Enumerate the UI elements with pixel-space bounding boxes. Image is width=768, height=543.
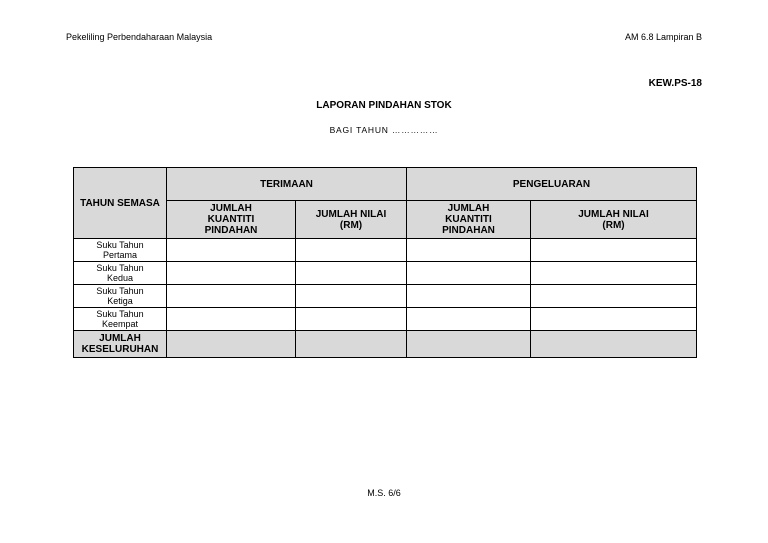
cell-q3-issue-value[interactable] (531, 285, 697, 308)
cell-q2-receive-value[interactable] (296, 262, 407, 285)
cell-q3-receive-qty[interactable] (167, 285, 296, 308)
table-row (74, 285, 697, 308)
subcol-receive-value-line1: JUMLAH NILAI (315, 208, 387, 220)
document-subtitle: BAGI TAHUN …………… (329, 125, 439, 135)
cell-total-issue-qty[interactable] (407, 331, 531, 358)
cell-q3-issue-qty[interactable] (407, 285, 531, 308)
row-label-q4-line1: Suku Tahun (96, 309, 144, 319)
row-label-total-line2: KESELURUHAN (81, 344, 159, 355)
row-label-q1-line2: Pertama (102, 250, 137, 260)
subcol-receive-qty-line1: JUMLAH (210, 203, 252, 214)
document-title: LAPORAN PINDAHAN STOK (316, 100, 452, 111)
subcol-issue-value-line2: (RM) (602, 219, 625, 231)
form-code: KEW.PS-18 (648, 78, 702, 89)
row-label-q1-line1: Suku Tahun (96, 240, 144, 250)
subcol-issue-qty-line3: PINDAHAN (442, 225, 495, 236)
row-label-total-line1: JUMLAH (99, 333, 141, 344)
row-label-q3-line1: Suku Tahun (96, 286, 144, 296)
cell-q1-receive-qty[interactable] (167, 239, 296, 262)
header-right-text: AM 6.8 Lampiran B (624, 32, 702, 42)
group-header-issue: PENGELUARAN (407, 168, 697, 201)
subcol-receive-value (296, 201, 407, 239)
page-number: M.S. 6/6 (367, 488, 401, 498)
cell-q3-receive-value[interactable] (296, 285, 407, 308)
col-header-year: TAHUN SEMASA (74, 168, 167, 239)
table-header-row-subcols (74, 201, 697, 239)
cell-q2-issue-qty[interactable] (407, 262, 531, 285)
cell-q1-receive-value[interactable] (296, 239, 407, 262)
cell-q4-issue-value[interactable] (531, 308, 697, 331)
row-label-q4-line2: Keempat (101, 319, 139, 329)
cell-total-issue-value[interactable] (531, 331, 697, 358)
cell-q2-issue-value[interactable] (531, 262, 697, 285)
subcol-issue-qty-line2: KUANTITI (445, 214, 492, 225)
subcol-issue-qty-line1: JUMLAH (447, 203, 490, 214)
cell-q4-receive-value[interactable] (296, 308, 407, 331)
subcol-receive-qty (167, 201, 296, 239)
row-label-q2 (74, 262, 167, 285)
row-label-q4 (74, 308, 167, 331)
row-label-q3-line2: Ketiga (107, 296, 133, 306)
cell-q2-receive-qty[interactable] (167, 262, 296, 285)
table-row (74, 308, 697, 331)
cell-q4-receive-qty[interactable] (167, 308, 296, 331)
subcol-issue-value (531, 201, 697, 239)
header-left-text: Pekeliling Perbendaharaan Malaysia (66, 32, 213, 42)
subcol-issue-value-line1: JUMLAH NILAI (578, 208, 649, 220)
row-label-total (74, 331, 167, 358)
table-header-row-groups (74, 168, 697, 201)
stock-transfer-table (73, 167, 697, 358)
subcol-issue-qty (407, 201, 531, 239)
table-row (74, 239, 697, 262)
row-label-q2-line1: Suku Tahun (96, 263, 144, 273)
row-label-q1 (74, 239, 167, 262)
subcol-receive-value-line2: (RM) (339, 219, 363, 231)
cell-q1-issue-value[interactable] (531, 239, 697, 262)
subcol-receive-qty-line2: KUANTITI (207, 214, 255, 225)
row-label-q2-line2: Kedua (106, 273, 134, 283)
cell-q4-issue-qty[interactable] (407, 308, 531, 331)
row-label-q3 (74, 285, 167, 308)
subcol-receive-qty-line3: PINDAHAN (204, 225, 258, 236)
cell-total-receive-qty[interactable] (167, 331, 296, 358)
cell-total-receive-value[interactable] (296, 331, 407, 358)
cell-q1-issue-qty[interactable] (407, 239, 531, 262)
group-header-receive: TERIMAAN (167, 168, 407, 201)
table-row (74, 262, 697, 285)
table-total-row (74, 331, 697, 358)
